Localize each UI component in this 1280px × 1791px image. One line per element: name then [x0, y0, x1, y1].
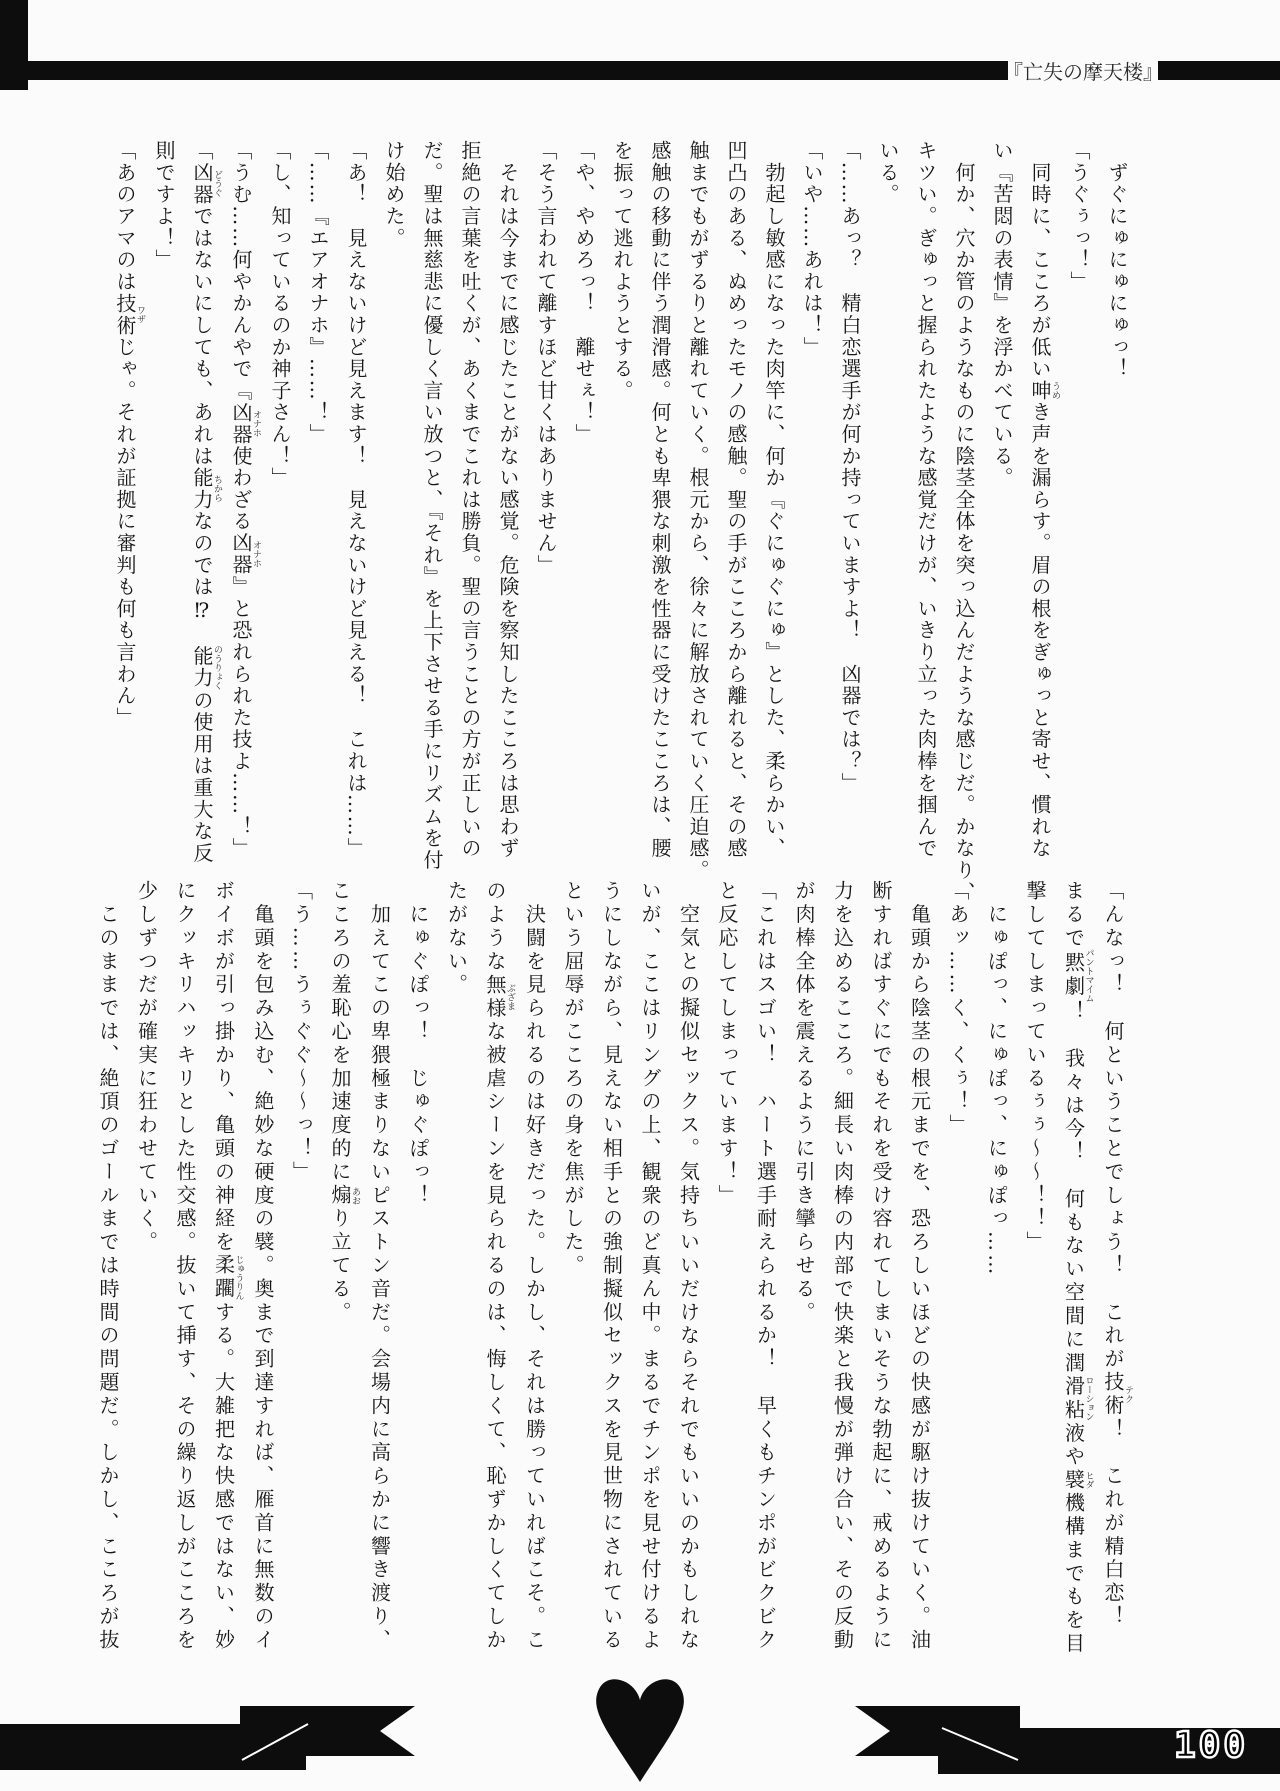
text-column: け始めた。	[382, 140, 406, 249]
text-column: にゅぽっ、にゅぽっ、にゅぽっ……	[984, 880, 1009, 1278]
text-column: たがない。	[444, 880, 469, 997]
page-number: 100	[1173, 1725, 1248, 1766]
text-column: 「うむ……何やかんやで『凶器オナホ使わざる凶器オナホ』と恐れられた技よ……！」	[229, 140, 261, 860]
text-column: 触までもがずるりと離れていく。根元から、徐々に解放されていく圧迫感。	[686, 140, 710, 882]
text-column: ボイボが引っ掛かり、亀頭の神経を柔躙じゅうりんする。大雑把な快感ではない、妙	[211, 880, 244, 1653]
text-column: という屈辱がこころの身を焦がした。	[561, 880, 585, 1278]
text-column: 「これはスゴい！ ハート選手耐えられるか！ 早くもチンポがビクビク	[753, 880, 778, 1653]
text-column: い『苦悶の表情』を浮かべている。	[990, 140, 1014, 489]
text-column: にゅぐぽっ！ じゅぐぽっ！	[406, 880, 430, 1208]
text-column: 断すればすぐにでもそれを受け容れてしまいそうな勃起に、戒めるように	[869, 880, 893, 1653]
text-column: 亀頭から陰茎の根元までを、恐ろしいほどの快感が駆け抜けていく。油	[907, 880, 932, 1653]
text-column: 「んなっ！ 何ということでしょう！ これが技術テク！ これが精白恋！	[1101, 880, 1133, 1629]
left-ribbon-bar	[0, 1724, 306, 1770]
text-column: 「し、知っているのか神子さん！」	[268, 140, 292, 489]
text-column: まるで黙劇パントマイム！ 我々は今！ 何もない空間に潤滑粘液ローションや襞ヒダ機構までもを目	[1061, 880, 1094, 1656]
text-column: が肉棒全体を震えるように引き攣らせる。	[792, 880, 816, 1325]
heart-icon	[592, 1676, 688, 1784]
text-column: 「いや……あれは！」	[800, 140, 824, 358]
text-column: 感触の移動に伴う潤滑感。何とも卑猥な刺激を性器に受けたこころは、腰	[648, 140, 672, 860]
text-column: 加えてこの卑猥極まりないピストン音だ。会場内に高らかに響き渡り、	[367, 880, 392, 1653]
text-column: 「……『エアオナホ』……！」	[306, 140, 330, 446]
text-column: 「あッ……く、くぅ！」	[946, 880, 970, 1138]
text-column: いる。	[876, 140, 900, 206]
text-column: 「や、やめろっ！ 離せぇ！」	[572, 140, 596, 446]
text-column: 「そう言われて離すほど甘くはありません」	[534, 140, 558, 576]
text-column: のような無様ぶざまな被虐シーンを見られるのは、悔しくて、恥ずかしくてしか	[483, 880, 515, 1653]
text-column: 「あのアマのは技術ワザじゃ。それが証拠に審判も何も言わん」	[113, 140, 145, 729]
text-column: 勃起し敏感になった肉竿に、何か『ぐにゅぐにゅ』とした、柔らかい、	[762, 140, 786, 860]
header-title-box	[1003, 52, 1163, 89]
top-text-block	[106, 140, 1136, 903]
text-column: 決闘を見られるのは好きだった。しかし、それは勝っていればこそ。こ	[522, 880, 547, 1653]
text-column: と反応してしまっています！」	[715, 880, 739, 1208]
text-column: にクッキリハッキリとした性交感。抜いて挿す、その繰り返しがこころを	[173, 880, 197, 1653]
page-title: 『亡失の摩天楼』	[1003, 60, 1163, 84]
text-column: 亀頭を包み込む、絶妙な硬度の襞。奥まで到達すれば、雁首に無数のイ	[251, 880, 275, 1653]
text-column: 拒絶の言葉を吐くが、あくまでこれは勝負。聖の言うことの方が正しいの	[458, 140, 482, 860]
text-column: こころの羞恥心を加速度的に煽あおり立てる。	[328, 880, 360, 1325]
text-column: うにしながら、見えない相手との強制擬似セックスを見世物にされている	[599, 880, 624, 1653]
text-column: 「うぐぅっ！」	[1067, 140, 1091, 293]
text-column: 「凶器どうぐではないにしても、あれは能力ちからなのでは⁉ 能力のうりょくの使用は重大な反	[190, 140, 222, 865]
text-column: いが、ここはリングの上、観衆のど真ん中。まるでチンポを見せ付けるよ	[638, 880, 662, 1653]
text-column: このままでは、絶頂のゴールまでは時間の問題だ。しかし、こころが抜	[96, 880, 120, 1653]
text-column: キツい。ぎゅっと握られたような感覚だけが、いきり立った肉棒を掴んで	[914, 140, 938, 860]
text-column: を振って逃れようとする。	[610, 140, 634, 402]
text-column: それは今までに感じたことがない感覚。危険を察知したこころは思わず	[496, 140, 520, 860]
text-column: 撃してしまっているぅぅ～～！！」	[1023, 880, 1047, 1255]
left-ribbon-banner	[0, 1700, 420, 1778]
text-column: 則ですよ！」	[152, 140, 176, 271]
text-column: だ。聖は無慈悲に優しく言い放つと、『それ』を上下させる手にリズムを付	[420, 140, 444, 872]
text-column: 空気との擬似セックス。気持ちいいだけならそれでもいいのかもしれな	[676, 880, 701, 1653]
bottom-text-block	[89, 880, 1134, 1658]
text-column: 「あ！ 見えないけど見えます！ 見えないけど見える！ これは……」	[344, 140, 368, 860]
text-column: ずぐにゅにゅにゅっ！	[1105, 140, 1129, 380]
text-column: 凹凸のある、ぬめったモノの感触。聖の手がこころから離れると、その感	[724, 140, 748, 860]
text-column: 何か、穴か管のようなものに陰茎全体を突っ込んだような感じだ。かなり、	[952, 140, 976, 903]
text-column: 同時に、こころが低い呻うめき声を漏らす。眉の根をぎゅっと寄せ、慣れな	[1028, 140, 1060, 860]
text-column: 少しずつだが確実に狂わせていく。	[134, 880, 159, 1255]
text-column: 「う……うぅぐぐ～～っ！」	[289, 880, 314, 1185]
text-column: 力を込めるこころ。細長い肉棒の内部で快楽と我慢が弾け合い、その反動	[830, 880, 855, 1653]
text-column: 「……あっ？ 精白恋選手が何か持っていますよ！ 凶器では？」	[838, 140, 862, 794]
